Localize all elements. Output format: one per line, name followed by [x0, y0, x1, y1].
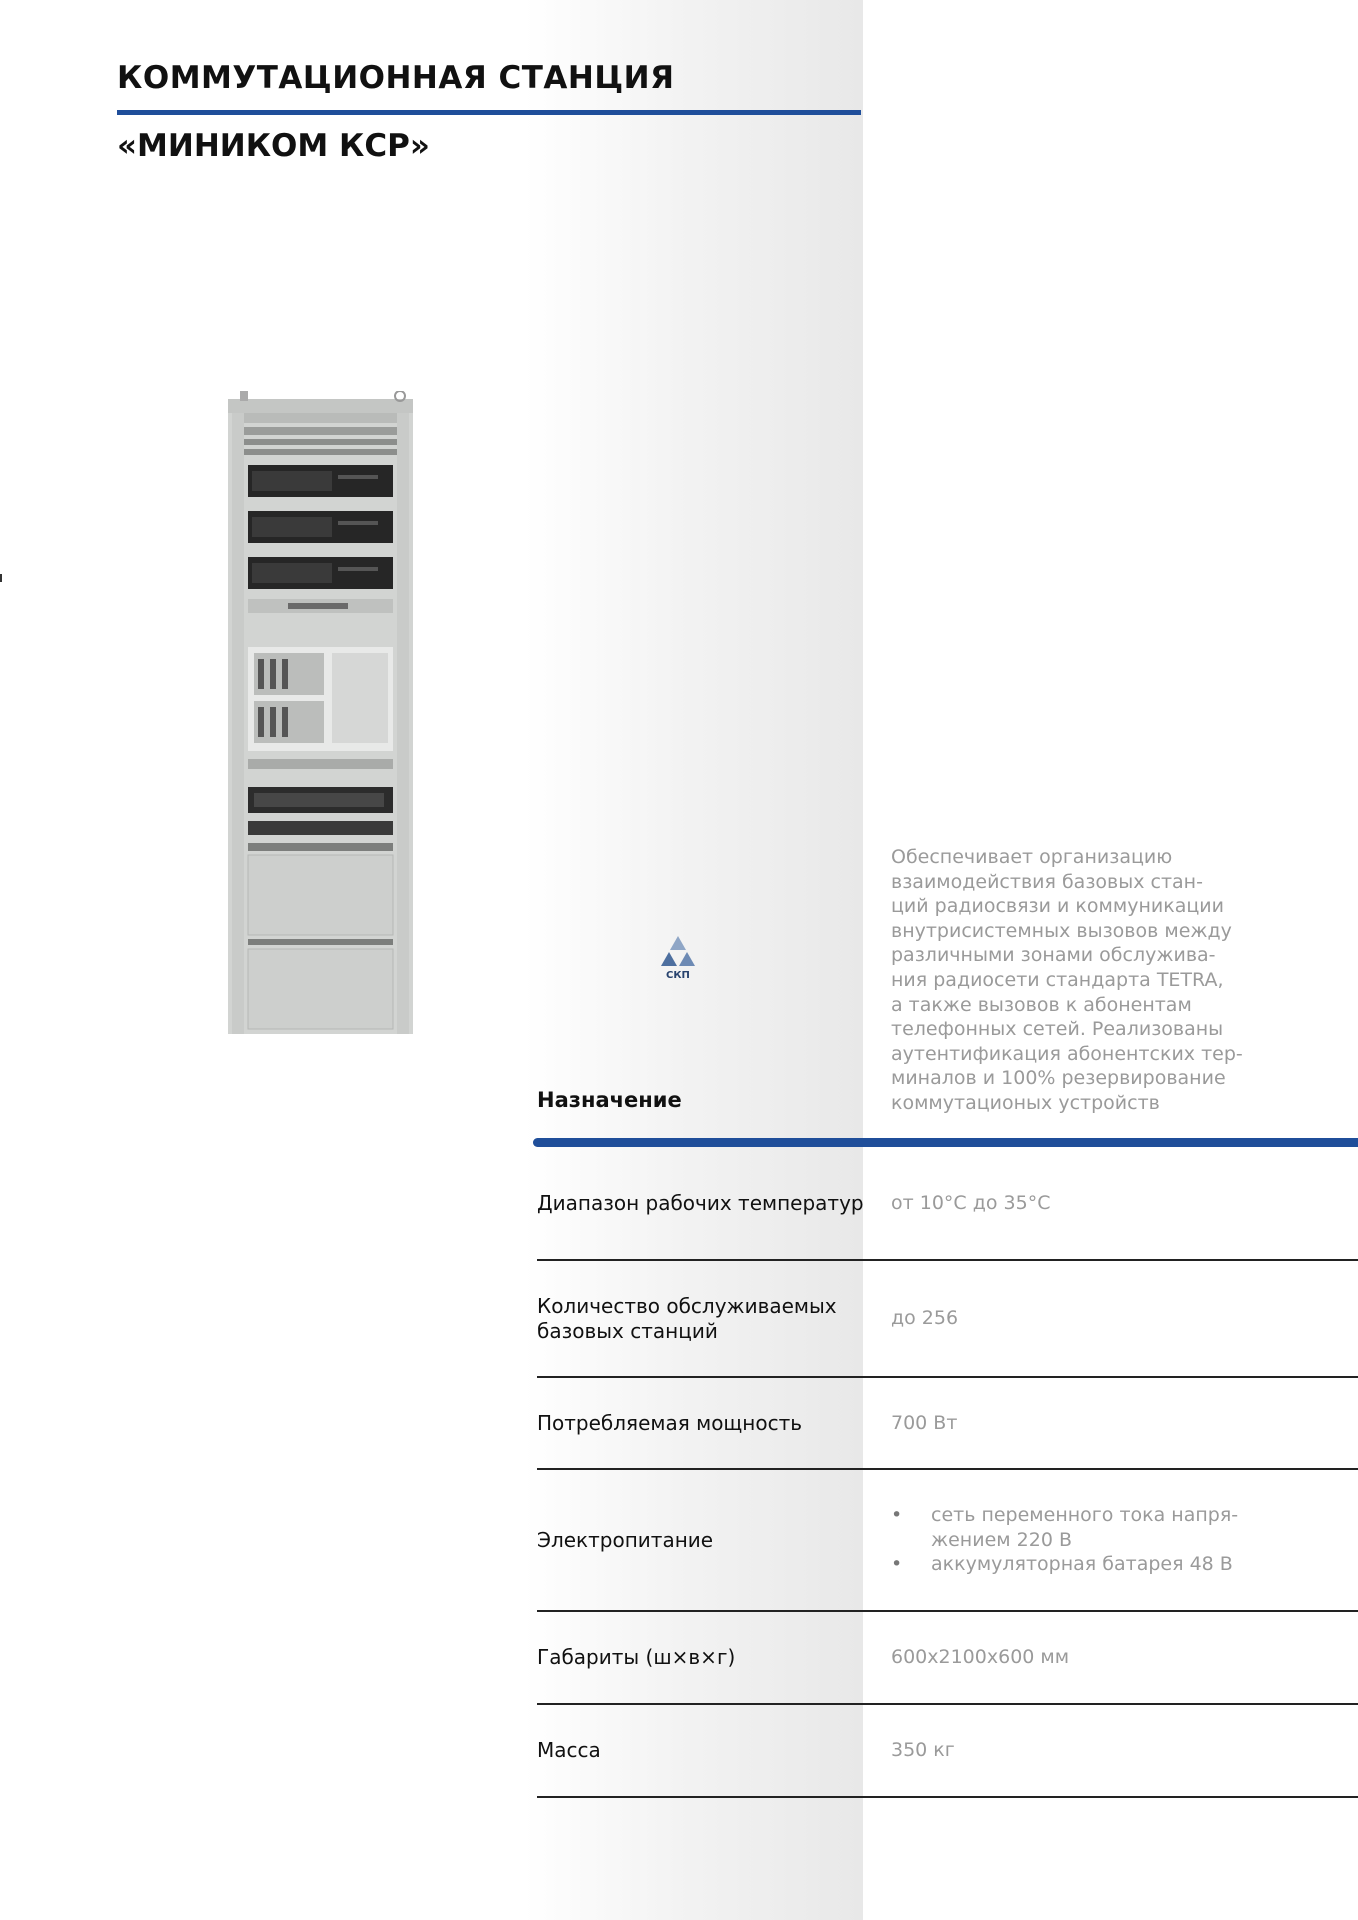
- spec-row-temperature: [537, 1147, 1358, 1261]
- spec-value: до 256: [891, 1307, 959, 1330]
- spec-row-base-stations: [537, 1261, 1358, 1378]
- list-item: • сеть переменного тока напря-жением 220 В: [891, 1503, 1261, 1552]
- purpose-line: различными зонами обслужива-: [891, 944, 1216, 967]
- logo-text: СКП: [666, 970, 690, 981]
- spec-value: 350 кг: [891, 1739, 955, 1762]
- product-name: «МИНИКОМ КСР»: [117, 128, 430, 164]
- section-divider: [533, 1138, 1358, 1147]
- purpose-line: а также вызовов к абонентам: [891, 993, 1192, 1016]
- page-title: КОММУТАЦИОННАЯ СТАНЦИЯ: [117, 60, 675, 96]
- power-supply-list: [891, 1503, 1261, 1577]
- edge-mark: [0, 574, 2, 582]
- purpose-line: внутрисистемных вызовов между: [891, 919, 1232, 942]
- purpose-line: взаимодействия базовых стан-: [891, 870, 1203, 893]
- specs-table: [537, 1147, 1358, 1798]
- purpose-line: Обеспечивает организацию: [891, 846, 1173, 868]
- purpose-line: аутентификация абонентских тер-: [891, 1042, 1243, 1065]
- spec-row-mass: [537, 1705, 1358, 1798]
- title-divider: [117, 110, 861, 115]
- spec-label: Количество обслуживаемых базовых станций: [537, 1293, 837, 1343]
- logo-triangles-icon: [656, 934, 700, 970]
- spec-value: 600х2100х600 мм: [891, 1646, 1070, 1669]
- spec-label: Диапазон рабочих температур: [537, 1190, 864, 1215]
- spec-row-power-supply: [537, 1470, 1358, 1612]
- equipment-rack-photo: [228, 391, 413, 1034]
- purpose-line: ций радиосвязи и коммуникации: [891, 895, 1224, 918]
- spec-row-dimensions: [537, 1612, 1358, 1705]
- purpose-line: ния радиосети стандарта TETRA,: [891, 968, 1224, 991]
- list-item: • аккумуляторная батарея 48 В: [891, 1552, 1261, 1577]
- company-logo: [656, 934, 700, 984]
- purpose-label: Назначение: [537, 1088, 682, 1112]
- purpose-line: телефонных сетей. Реализованы: [891, 1018, 1224, 1041]
- spec-label: Габариты (ш×в×г): [537, 1645, 736, 1669]
- spec-label: Потребляемая мощность: [537, 1410, 803, 1435]
- spec-value: 700 Вт: [891, 1411, 958, 1434]
- spec-value: [891, 1503, 1358, 1577]
- purpose-line: миналов и 100% резервирование: [891, 1067, 1226, 1090]
- purpose-description: [891, 845, 1271, 1116]
- spec-label: Масса: [537, 1738, 601, 1762]
- spec-value: от 10°C до 35°C: [891, 1191, 1051, 1214]
- purpose-line: коммутационых устройств: [891, 1091, 1160, 1114]
- spec-row-power: [537, 1378, 1358, 1470]
- spec-label: Электропитание: [537, 1527, 714, 1552]
